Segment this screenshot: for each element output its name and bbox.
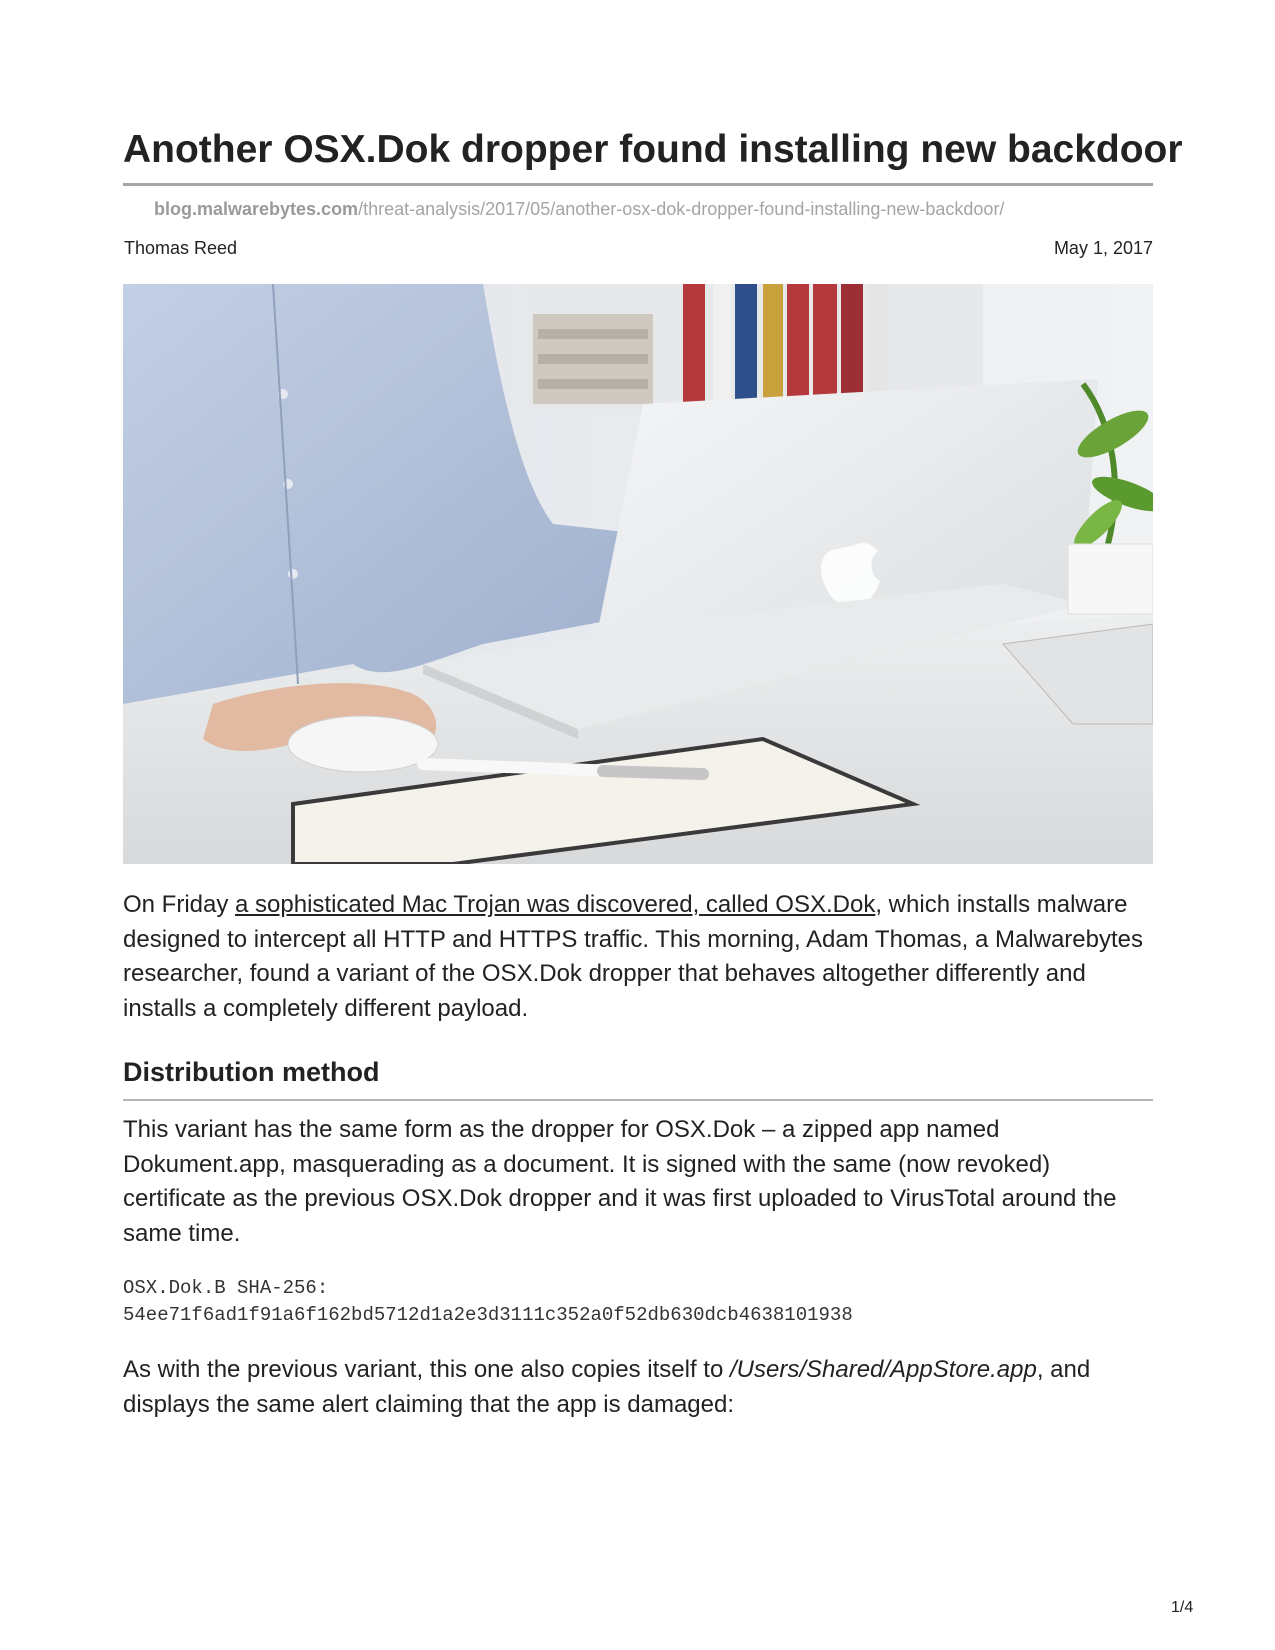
osx-dok-trojan-link[interactable]: a sophisticated Mac Trojan was discovered, called OSX.Dok (235, 891, 876, 918)
section-heading: Distribution method (123, 1057, 380, 1087)
hash-code-block (123, 1275, 853, 1329)
intro-text-start: On Friday (123, 891, 236, 918)
appstore-path: /Users/Shared/AppStore.app (729, 1356, 1037, 1383)
source-url[interactable] (154, 198, 1004, 220)
copy-text-end: , and displays the same alert claiming that the app is damaged: (123, 1356, 1091, 1418)
title-divider (123, 183, 1153, 186)
distribution-paragraph: This variant has the same form as the dropper for OSX.Dok – a zipped app named Dokument.app, masquerading as a document. It is signed with the same (now revoked) certificate as the previous OSX.Dok dropper and it was first uploaded to VirusTotal around the same time. (123, 1116, 1117, 1247)
hash-value: 54ee71f6ad1f91a6f162bd5712d1a2e3d3111c352a0f52db630dcb4638101938 (123, 1304, 853, 1326)
section-divider (123, 1099, 1153, 1101)
laptop-photo-icon (123, 284, 1153, 864)
source-path[interactable]: /threat-analysis/2017/05/another-osx-dok-dropper-found-installing-new-backdoor/ (358, 199, 1005, 219)
hash-label: OSX.Dok.B SHA-256: (123, 1277, 329, 1299)
copy-text-start: As with the previous variant, this one also copies itself to (123, 1356, 730, 1383)
page-number: 1/4 (1171, 1599, 1194, 1616)
intro-text-end: , which installs malware designed to intercept all HTTP and HTTPS traffic. This morning, Adam Thomas, a Malwarebytes researcher, found a variant of the OSX.Dok dropper that behaves altogether differently and installs a completely different payload. (123, 891, 1144, 1022)
publish-date: May 1, 2017 (1053, 238, 1153, 258)
intro-paragraph (123, 888, 1153, 1026)
author-name: Thomas Reed (124, 238, 238, 258)
article-title: Another OSX.Dok dropper found installing new backdoor (123, 128, 1183, 171)
source-domain[interactable]: blog.malwarebytes.com (154, 199, 359, 219)
hero-image (123, 284, 1153, 864)
copy-behavior-paragraph (123, 1353, 1153, 1422)
